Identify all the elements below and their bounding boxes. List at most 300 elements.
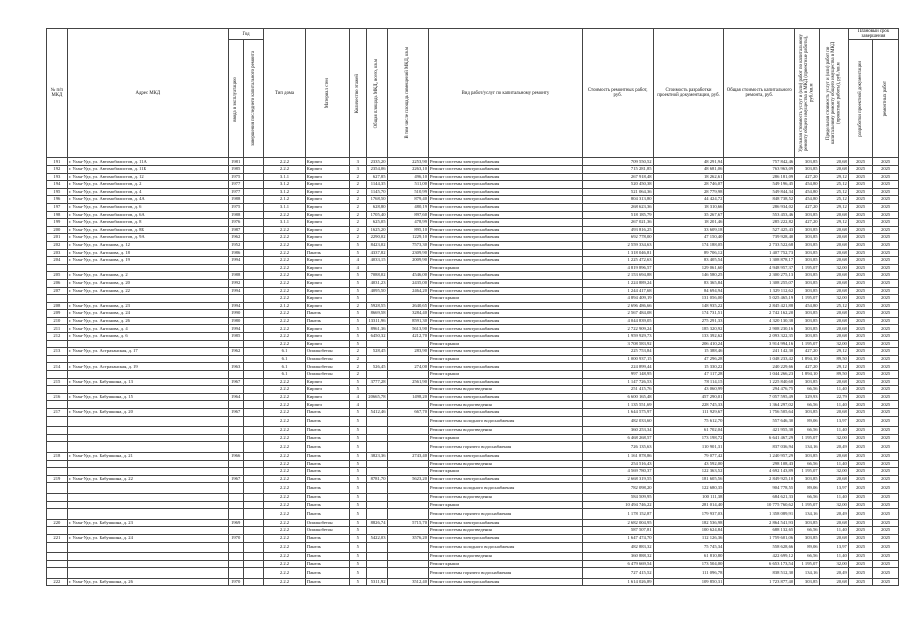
table-body (47, 158, 899, 586)
cell-deadline-design: 2025 (848, 188, 872, 196)
cell-total-cost: 2 845 421,88 (724, 302, 795, 310)
cell-living-area (387, 355, 429, 363)
cell-address: г. Улан-Удэ, ул. Антонова, д. 23 (67, 302, 228, 310)
cell-repair-cost: 2 668 319,55 (582, 475, 653, 483)
cell-design-cost: 228 745,33 (653, 401, 724, 409)
col-header-year-overhaul (243, 40, 264, 158)
cell-repair-cost: 520 450,38 (582, 181, 653, 189)
cell-unit-cost: 1 894,10 (795, 355, 819, 363)
cell-design-cost: 457 290,01 (653, 393, 724, 401)
cell-max-unit-cost: 29,12 (819, 363, 848, 371)
cell-design-cost: 179 937,03 (653, 509, 724, 520)
cell-wall-material: Кирпич (305, 272, 349, 280)
cell-house-type: 3.1.2 (264, 188, 306, 196)
cell-unit-cost: 1 195,07 (795, 501, 819, 509)
cell-wall-material: Кирпич (305, 234, 349, 242)
table-row (47, 452, 899, 460)
cell-address: г. Улан-Удэ, ул. Антонова, д. 19 (67, 257, 228, 265)
cell-number: 212 (47, 333, 68, 341)
cell-unit-cost: 303,85 (795, 475, 819, 483)
cell-unit-cost: 427,20 (795, 348, 819, 356)
cell-total-cost: 240 229,66 (724, 363, 795, 371)
cell-address (67, 501, 228, 509)
table-row (47, 509, 899, 520)
cell-address (67, 460, 228, 468)
cell-living-area: 2253,90 (387, 158, 429, 166)
cell-year-overhaul (243, 542, 264, 553)
cell-deadline-design: 2025 (848, 340, 872, 348)
cell-deadline-works: 2025 (873, 542, 899, 553)
cell-total-cost: 1 364 297,02 (724, 401, 795, 409)
cell-floors: 5 (349, 386, 366, 394)
cell-year-overhaul (243, 416, 264, 427)
cell-number: 206 (47, 279, 68, 287)
cell-total-cost: 1 329 112,62 (724, 287, 795, 295)
cell-year-overhaul (243, 378, 264, 386)
cell-year-overhaul (243, 409, 264, 417)
cell-repair-cost: 6 600 165,48 (582, 393, 653, 401)
cell-repair-cost: 1 959 929,73 (582, 333, 653, 341)
table-row (47, 493, 899, 501)
cell-deadline-works: 2025 (873, 534, 899, 542)
cell-total-area (366, 560, 387, 568)
cell-house-type: 2.2.2 (264, 578, 306, 586)
cell-floors: 5 (349, 325, 366, 333)
cell-total-cost: 2 849 925,10 (724, 475, 795, 483)
cell-deadline-design: 2025 (848, 241, 872, 249)
col-header-unit-cost (795, 29, 819, 158)
cell-number: 210 (47, 317, 68, 325)
cell-address (67, 568, 228, 579)
cell-floors: 2 (349, 211, 366, 219)
cell-number: 196 (47, 196, 68, 204)
cell-number (47, 295, 68, 303)
cell-floors: 5 (349, 249, 366, 257)
cell-house-type: 2.2.2 (264, 568, 306, 579)
cell-deadline-works: 2025 (873, 264, 899, 272)
cell-year-overhaul (243, 578, 264, 586)
cell-max-unit-cost: 20,68 (819, 409, 848, 417)
cell-total-cost: 7 057 595,49 (724, 393, 795, 401)
cell-total-cost: 1 048 233,42 (724, 355, 795, 363)
cell-year-built (228, 371, 243, 379)
cell-house-type: 2.2.2 (264, 241, 306, 249)
table-row (47, 310, 899, 318)
cell-house-type: 2.2.2 (264, 158, 306, 166)
cell-design-cost: 89 706,12 (653, 249, 724, 257)
cell-unit-cost: 303,85 (795, 234, 819, 242)
cell-deadline-works: 2025 (873, 401, 899, 409)
cell-number (47, 483, 68, 494)
col-header-total-area (366, 29, 387, 158)
table-row (47, 553, 899, 561)
cell-work-type: Ремонт системы водоотведения (429, 493, 583, 501)
cell-work-type: Ремонт системы электроснабжения (429, 188, 583, 196)
cell-total-area: 526,45 (366, 363, 387, 371)
cell-repair-cost: 267 918,48 (582, 173, 653, 181)
cell-total-area: 4337,82 (366, 249, 387, 257)
cell-deadline-works: 2025 (873, 452, 899, 460)
cell-deadline-design: 2025 (848, 568, 872, 579)
cell-year-overhaul (243, 226, 264, 234)
table-row (47, 460, 899, 468)
cell-number (47, 527, 68, 535)
cell-work-type: Ремонт крыши (429, 264, 583, 272)
cell-deadline-works: 2025 (873, 348, 899, 356)
cell-total-area (366, 483, 387, 494)
cell-address (67, 427, 228, 435)
cell-deadline-works: 2025 (873, 460, 899, 468)
cell-repair-cost: 1 161 878,86 (582, 452, 653, 460)
cell-year-built (228, 553, 243, 561)
cell-year-overhaul (243, 234, 264, 242)
cell-year-built: 1963 (228, 363, 243, 371)
cell-number (47, 460, 68, 468)
cell-living-area: 2464,20 (387, 287, 429, 295)
cell-unit-cost: 303,85 (795, 249, 819, 257)
cell-wall-material: Кирпич (305, 219, 349, 227)
cell-deadline-design: 2025 (848, 560, 872, 568)
cell-year-built (228, 416, 243, 427)
cell-total-area: 7088,02 (366, 272, 387, 280)
cell-address: г. Улан-Удэ, ул. Бабушкина, д. 24 (67, 534, 228, 542)
cell-wall-material: Кирпич (305, 203, 349, 211)
cell-max-unit-cost: 20,68 (819, 279, 848, 287)
cell-work-type: Ремонт системы электроснабжения (429, 534, 583, 542)
cell-year-built (228, 509, 243, 520)
cell-living-area: 3284,40 (387, 310, 429, 318)
cell-wall-material: Панель (305, 310, 349, 318)
cell-year-overhaul (243, 348, 264, 356)
cell-wall-material: Панель (305, 578, 349, 586)
table-row (47, 287, 899, 295)
cell-repair-cost: 2 567 484,08 (582, 310, 653, 318)
cell-deadline-design: 2025 (848, 310, 872, 318)
cell-max-unit-cost: 11,40 (819, 401, 848, 409)
cell-living-area (387, 568, 429, 579)
cell-year-built (228, 264, 243, 272)
cell-year-overhaul (243, 310, 264, 318)
cell-work-type: Ремонт крыши (429, 434, 583, 442)
cell-living-area: 895,10 (387, 226, 429, 234)
cell-living-area: 4546,00 (387, 272, 429, 280)
cell-total-cost: 3 914 994,16 (724, 340, 795, 348)
cell-total-area: 4033,15 (366, 257, 387, 265)
cell-repair-cost: 268 623,36 (582, 203, 653, 211)
cell-number (47, 542, 68, 553)
cell-year-built (228, 568, 243, 579)
cell-floors: 4 (349, 393, 366, 401)
cell-floors: 5 (349, 416, 366, 427)
cell-address: г. Улан-Удэ, ул. Автомобилистов, д. 12 (67, 173, 228, 181)
cell-max-unit-cost: 20,49 (819, 442, 848, 453)
cell-unit-cost: 303,85 (795, 333, 819, 341)
cell-wall-material: Панель (305, 542, 349, 553)
cell-deadline-design: 2025 (848, 287, 872, 295)
cell-max-unit-cost: 11,40 (819, 493, 848, 501)
table-row (47, 272, 899, 280)
cell-repair-cost: 360 253,34 (582, 427, 653, 435)
cell-max-unit-cost: 32,00 (819, 340, 848, 348)
cell-total-cost: 837 036,94 (724, 442, 795, 453)
cell-number: 194 (47, 181, 68, 189)
cell-work-type: Ремонт системы электроснабжения (429, 196, 583, 204)
cell-work-type: Ремонт системы электроснабжения (429, 272, 583, 280)
cell-total-cost: 298 108,43 (724, 460, 795, 468)
cell-floors: 3 (349, 158, 366, 166)
cell-design-cost: 18 310,66 (653, 203, 724, 211)
cell-work-type: Ремонт системы электроснабжения (429, 166, 583, 174)
cell-deadline-works: 2025 (873, 196, 899, 204)
cell-address: г. Улан-Удэ, ул. Автомобилистов, д. 8Б (67, 226, 228, 234)
cell-total-area (366, 501, 387, 509)
cell-number: 216 (47, 393, 68, 401)
cell-year-overhaul (243, 203, 264, 211)
cell-design-cost: 181 605,56 (653, 475, 724, 483)
cell-repair-cost: 2 682 004,95 (582, 519, 653, 527)
cell-number: 221 (47, 534, 68, 542)
cell-year-built (228, 483, 243, 494)
cell-deadline-design: 2025 (848, 386, 872, 394)
cell-work-type: Ремонт системы электроснабжения (429, 241, 583, 249)
cell-total-cost: 285 222,82 (724, 219, 795, 227)
cell-year-built (228, 542, 243, 553)
cell-repair-cost: 727 415,52 (582, 568, 653, 579)
col-header-year-overhaul-label: завершения последнего капитального ремонта (250, 51, 256, 147)
cell-year-built: 1970 (228, 578, 243, 586)
cell-address (67, 295, 228, 303)
cell-unit-cost: 303,85 (795, 325, 819, 333)
cell-total-cost: 557 646,30 (724, 416, 795, 427)
cell-wall-material: Панель (305, 509, 349, 520)
cell-work-type: Ремонт системы электроснабжения (429, 333, 583, 341)
cell-max-unit-cost: 20,68 (819, 257, 848, 265)
cell-design-cost: 47 117,28 (653, 371, 724, 379)
cell-wall-material: Панель (305, 416, 349, 427)
cell-number (47, 386, 68, 394)
cell-deadline-design: 2025 (848, 203, 872, 211)
cell-year-built: 1990 (228, 310, 243, 318)
cell-unit-cost: 303,85 (795, 317, 819, 325)
cell-unit-cost: 1 195,07 (795, 340, 819, 348)
cell-number: 200 (47, 226, 68, 234)
cell-house-type: 6.1 (264, 355, 306, 363)
table-row (47, 181, 899, 189)
cell-floors: 2 (349, 181, 366, 189)
cell-max-unit-cost: 25,12 (819, 196, 848, 204)
cell-work-type: Ремонт крыши (429, 560, 583, 568)
cell-unit-cost: 89,06 (795, 542, 819, 553)
table-row (47, 416, 899, 427)
cell-floors: 4 (349, 257, 366, 265)
cell-max-unit-cost: 11,40 (819, 553, 848, 561)
cell-number (47, 553, 68, 561)
cell-unit-cost: 303,85 (795, 409, 819, 417)
cell-number: 208 (47, 302, 68, 310)
cell-deadline-works: 2025 (873, 578, 899, 586)
cell-living-area (387, 386, 429, 394)
cell-wall-material: Кирпич (305, 257, 349, 265)
cell-deadline-design: 2025 (848, 211, 872, 219)
cell-wall-material: Панель (305, 434, 349, 442)
cell-year-built: 1970 (228, 534, 243, 542)
cell-max-unit-cost: 13,97 (819, 483, 848, 494)
cell-floors: 2 (349, 203, 366, 211)
cell-unit-cost: 89,06 (795, 483, 819, 494)
cell-deadline-works: 2025 (873, 386, 899, 394)
table-row (47, 333, 899, 341)
cell-living-area: 511,00 (387, 181, 429, 189)
cell-address: г. Улан-Удэ, ул. Бабушкина, д. 26 (67, 578, 228, 586)
table-row (47, 264, 899, 272)
cell-work-type: Ремонт системы электроснабжения (429, 203, 583, 211)
cell-work-type: Ремонт крыши (429, 468, 583, 476)
cell-total-cost: 1 358 089,91 (724, 509, 795, 520)
cell-total-area (366, 355, 387, 363)
cell-year-overhaul (243, 493, 264, 501)
repair-schedule-table (46, 28, 899, 586)
cell-year-built (228, 501, 243, 509)
cell-living-area (387, 401, 429, 409)
cell-year-built: 1988 (228, 272, 243, 280)
cell-living-area: 274,00 (387, 363, 429, 371)
cell-total-area: 2290,02 (366, 234, 387, 242)
cell-deadline-design: 2025 (848, 493, 872, 501)
cell-repair-cost: 1 225 472,63 (582, 257, 653, 265)
cell-total-cost: 684 621,33 (724, 493, 795, 501)
cell-number (47, 442, 68, 453)
cell-total-area (366, 386, 387, 394)
cell-deadline-design: 2025 (848, 295, 872, 303)
cell-total-area: 4031,23 (366, 279, 387, 287)
cell-repair-cost: 1 000 937,15 (582, 355, 653, 363)
cell-deadline-design: 2025 (848, 534, 872, 542)
table-row (47, 279, 899, 287)
cell-floors: 5 (349, 501, 366, 509)
cell-total-cost: 553 453,46 (724, 211, 795, 219)
col-header-deadline-works-label: ремонтных работ (883, 81, 889, 117)
cell-wall-material: Кирпич (305, 188, 349, 196)
cell-deadline-works: 2025 (873, 302, 899, 310)
cell-work-type: Ремонт крыши (429, 340, 583, 348)
cell-design-cost: 133 392,62 (653, 333, 724, 341)
cell-year-overhaul (243, 386, 264, 394)
cell-number (47, 340, 68, 348)
cell-unit-cost: 303,85 (795, 534, 819, 542)
cell-total-area (366, 542, 387, 553)
cell-total-cost: 1 756 505,64 (724, 409, 795, 417)
cell-living-area (387, 468, 429, 476)
cell-living-area: 2263,10 (387, 166, 429, 174)
col-header-unit-cost-label: Удельная стоимость услуг и (или) работ по капитальному ремонту общего имущества в МКД (проектные работы), руб./кв.м (799, 34, 815, 153)
cell-year-overhaul (243, 219, 264, 227)
cell-total-cost: 422 699,12 (724, 553, 795, 561)
table-row (47, 568, 899, 579)
cell-floors: 4 (349, 264, 366, 272)
cell-deadline-design: 2025 (848, 226, 872, 234)
cell-unit-cost: 303,85 (795, 279, 819, 287)
cell-max-unit-cost: 20,49 (819, 509, 848, 520)
cell-living-area (387, 371, 429, 379)
cell-house-type: 2.2.2 (264, 442, 306, 453)
cell-total-area: 8781,70 (366, 475, 387, 483)
cell-deadline-works: 2025 (873, 371, 899, 379)
cell-year-overhaul (243, 264, 264, 272)
cell-repair-cost: 1 224 889,24 (582, 279, 653, 287)
cell-living-area: 7573,30 (387, 241, 429, 249)
cell-year-overhaul (243, 371, 264, 379)
cell-house-type: 2.2.2 (264, 483, 306, 494)
cell-deadline-works: 2025 (873, 409, 899, 417)
cell-deadline-works: 2025 (873, 211, 899, 219)
cell-design-cost: 100 624,84 (653, 527, 724, 535)
cell-house-type: 2.2.2 (264, 249, 306, 257)
cell-repair-cost: 782 098,20 (582, 483, 653, 494)
cell-year-built: 1994 (228, 302, 243, 310)
cell-repair-cost: 1 318 046,81 (582, 249, 653, 257)
cell-work-type: Ремонт системы электроснабжения (429, 158, 583, 166)
table-row (47, 188, 899, 196)
cell-floors: 5 (349, 427, 366, 435)
cell-year-built: 1977 (228, 181, 243, 189)
cell-design-cost: 78 114,15 (653, 378, 724, 386)
cell-max-unit-cost: 20,68 (819, 211, 848, 219)
cell-deadline-works: 2025 (873, 310, 899, 318)
cell-year-overhaul (243, 509, 264, 520)
cell-address: г. Улан-Удэ, ул. Антонова, д. 26 (67, 317, 228, 325)
cell-deadline-design: 2025 (848, 234, 872, 242)
cell-year-overhaul (243, 519, 264, 527)
cell-address: г. Улан-Удэ, ул. Бабушкина, д. 15 (67, 393, 228, 401)
cell-living-area: 5623,20 (387, 475, 429, 483)
cell-deadline-design: 2025 (848, 355, 872, 363)
cell-max-unit-cost: 89,50 (819, 355, 848, 363)
cell-total-area: 5422,03 (366, 534, 387, 542)
cell-living-area: 879,40 (387, 196, 429, 204)
cell-house-type: 2.2.2 (264, 340, 306, 348)
cell-number (47, 355, 68, 363)
cell-total-cost: 527 425,43 (724, 226, 795, 234)
cell-address: г. Улан-Удэ, ул. Бабушкина, д. 23 (67, 519, 228, 527)
cell-unit-cost: 134,16 (795, 442, 819, 453)
cell-house-type: 2.2.2 (264, 166, 306, 174)
cell-number: 217 (47, 409, 68, 417)
cell-number (47, 509, 68, 520)
cell-wall-material: Панель (305, 560, 349, 568)
cell-year-overhaul (243, 355, 264, 363)
cell-floors: 5 (349, 493, 366, 501)
col-header-wall-material (305, 29, 349, 158)
cell-unit-cost: 66,56 (795, 493, 819, 501)
cell-deadline-works: 2025 (873, 173, 899, 181)
cell-deadline-design: 2025 (848, 196, 872, 204)
cell-total-area: 3777,28 (366, 378, 387, 386)
cell-max-unit-cost: 29,12 (819, 203, 848, 211)
cell-floors: 5 (349, 409, 366, 417)
table-row (47, 386, 899, 394)
cell-floors: 5 (349, 272, 366, 280)
cell-number: 201 (47, 234, 68, 242)
cell-house-type: 3.1.1 (264, 203, 306, 211)
cell-year-overhaul (243, 287, 264, 295)
cell-repair-cost: 360 888,32 (582, 553, 653, 561)
cell-repair-cost: 4 894 409,19 (582, 295, 653, 303)
table-row (47, 241, 899, 249)
cell-year-overhaul (243, 483, 264, 494)
cell-floors: 2 (349, 348, 366, 356)
cell-max-unit-cost: 20,68 (819, 226, 848, 234)
cell-address (67, 416, 228, 427)
